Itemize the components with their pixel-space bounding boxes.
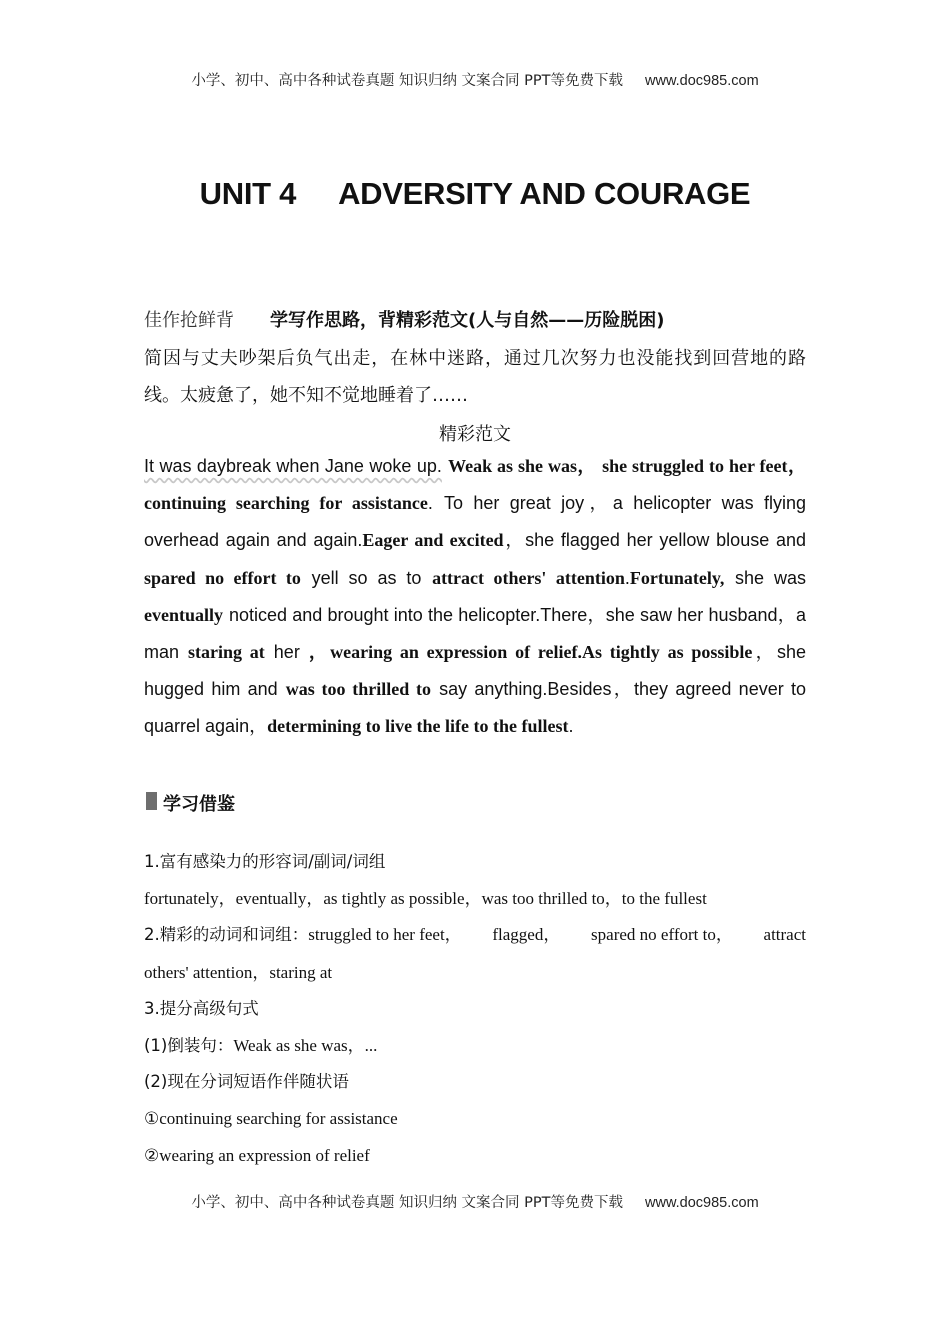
essay-highlight: she struggled to her feet，	[602, 456, 806, 476]
learn-heading-text: 学习借鉴	[163, 794, 235, 815]
item-text: flagged，	[492, 925, 561, 944]
section-label: 佳作抢鲜背	[144, 310, 234, 331]
section-tag: 学写作思路，背精彩范文(人与自然——历险脱困)	[270, 310, 665, 331]
page-footer	[0, 1191, 950, 1212]
unit-topic: ADVERSITY AND COURAGE	[338, 176, 751, 211]
list-item	[144, 1070, 806, 1094]
essay-highlight: Eager and excited	[362, 530, 504, 551]
essay-subtitle: 精彩范文	[439, 424, 511, 445]
item-heading: (1)倒装句：	[144, 1036, 234, 1055]
essay-text: ，she flagged her yellow blouse and	[503, 530, 806, 551]
item-text: spared no effort to，	[591, 925, 733, 944]
essay-text: she was	[735, 567, 806, 588]
item-text: fortunately，eventually，as tightly as possible，was too thrilled to，to the fullest	[144, 889, 707, 908]
footer-site[interactable]: www.doc985.com	[645, 1195, 759, 1211]
essay-highlight: eventually	[144, 604, 223, 625]
essay-highlight: determining to live the life to the fullest	[267, 716, 569, 737]
list-item	[144, 1144, 806, 1168]
essay-highlight: Fortunately,	[629, 567, 725, 588]
essay-text: .	[427, 493, 433, 514]
page-title	[0, 176, 950, 212]
essay-text: It was daybreak when Jane woke up.	[144, 456, 442, 476]
essay-text: .	[624, 567, 630, 588]
essay-highlight: continuing searching for assistance	[144, 493, 428, 514]
essay-text: yell so as to	[311, 567, 422, 588]
essay-highlight: attract others' attention	[432, 567, 625, 588]
item-heading: 2.精彩的动词和词组：	[144, 925, 309, 944]
essay-highlight: spared no effort to	[144, 567, 301, 588]
heading-marker	[146, 792, 157, 810]
essay-highlight: Weak as she was，	[448, 456, 596, 476]
item-text: ①continuing searching for assistance	[144, 1109, 398, 1128]
unit-number: UNIT 4	[199, 176, 297, 211]
list-item	[144, 1107, 806, 1131]
item-text: ②wearing an expression of relief	[144, 1146, 370, 1165]
header-slogan: 小学、初中、高中各种试卷真题 知识归纳 文案合同 PPT等免费下载	[191, 73, 624, 89]
essay-text: ，she hugged him and	[144, 642, 806, 700]
learn-heading	[146, 790, 808, 816]
page-header	[0, 69, 950, 90]
list-item	[144, 887, 806, 911]
essay-highlight: staring at	[188, 642, 265, 663]
item-heading: (2)现在分词短语作伴随状语	[144, 1072, 349, 1091]
list-item	[144, 850, 806, 874]
item-heading: 1.富有感染力的形容词/副词/词组	[144, 852, 386, 871]
list-item	[144, 997, 806, 1021]
section-intro	[144, 306, 806, 332]
essay-highlight: was too thrilled to	[285, 679, 432, 700]
essay-highlight: ，wearing an expression of relief.As tightly as possible	[308, 642, 753, 663]
header-site[interactable]: www.doc985.com	[645, 73, 759, 89]
model-essay	[144, 448, 806, 746]
essay-text: say anything.Besides，they agreed never to quarrel again，	[144, 679, 807, 737]
item-text: struggled to her feet，	[308, 925, 462, 944]
list-item	[144, 923, 806, 947]
item-text: Weak as she was，...	[233, 1036, 378, 1055]
story-summary: 简因与丈夫吵架后负气出走，在林中迷路，通过几次努力也没能找到回营地的路线。太疲惫了，她不知不觉地睡着了……	[144, 348, 806, 406]
list-item	[144, 1034, 806, 1058]
item-text: attract	[763, 925, 806, 944]
list-item	[144, 961, 806, 985]
essay-text: her	[273, 642, 300, 663]
essay-text: .	[568, 716, 574, 737]
essay-text: noticed and brought into the helicopter.There，she saw her husband，a man	[144, 604, 806, 663]
footer-slogan: 小学、初中、高中各种试卷真题 知识归纳 文案合同 PPT等免费下载	[191, 1195, 624, 1211]
item-heading: 3.提分高级句式	[144, 999, 259, 1018]
essay-text: To her great joy，a helicopter was flying overhead again and again.	[144, 493, 806, 551]
item-text: others' attention，staring at	[144, 963, 333, 982]
